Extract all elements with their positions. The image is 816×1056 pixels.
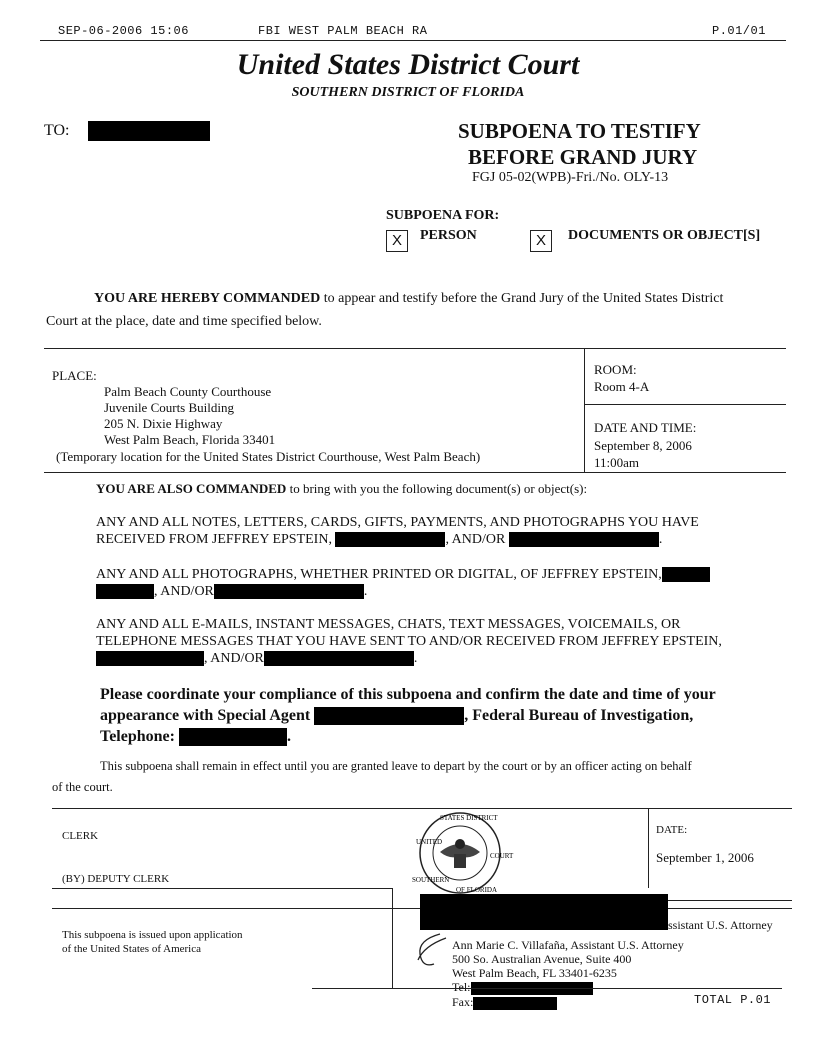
issued-line2: of the United States of America	[62, 943, 201, 955]
seal-text-bottom: OF FLORIDA	[456, 886, 498, 894]
redaction	[509, 532, 659, 547]
item-2	[96, 566, 756, 600]
ausa-fax: Fax:	[452, 995, 684, 1010]
court-district: SOUTHERN DISTRICT OF FLORIDA	[291, 85, 525, 100]
seal-text-top: STATES DISTRICT	[440, 814, 498, 822]
item-3-line1: ANY AND ALL E-MAILS, INSTANT MESSAGES, CHATS, TEXT MESSAGES, VOICEMAILS, OR	[96, 617, 681, 632]
fax-datetime: SEP-06-2006 15:06	[58, 24, 189, 38]
subpoena-for-label: SUBPOENA FOR:	[386, 208, 500, 223]
room-value: Room 4-A	[594, 379, 650, 394]
date-issued: September 1, 2006	[656, 850, 754, 865]
command-line2: Court at the place, date and time specified below.	[46, 314, 322, 329]
place-label: PLACE:	[52, 368, 97, 383]
place-line3: 205 N. Dixie Highway	[104, 416, 223, 431]
place-note: (Temporary location for the United States District Courthouse, West Palm Beach)	[56, 449, 481, 464]
redaction	[214, 584, 364, 599]
coordinate-line1: Please coordinate your compliance of this subpoena and confirm the date and time of your	[100, 686, 716, 703]
coordinate-line2: appearance with Special Agent , Federal Bureau of Investigation,	[100, 707, 694, 724]
to-label: TO:	[44, 122, 70, 139]
date-time-label: DATE AND TIME:	[594, 420, 697, 435]
item-1-line1: ANY AND ALL NOTES, LETTERS, CARDS, GIFTS, PAYMENTS, AND PHOTOGRAPHS YOU HAVE	[96, 515, 699, 530]
item-1	[96, 514, 756, 548]
ausa-divider	[392, 888, 393, 988]
subpoena-title-line2: BEFORE GRAND JURY	[468, 145, 698, 169]
redaction	[96, 651, 204, 666]
date-bottom-rule	[648, 900, 792, 901]
ausa-name: Ann Marie C. Villafaña, Assistant U.S. Attorney	[452, 938, 684, 952]
seal-text-left: UNITED	[416, 838, 443, 846]
time-value: 11:00am	[594, 455, 640, 470]
redaction-signature	[420, 894, 668, 930]
redaction	[335, 532, 445, 547]
deputy-clerk-label: (BY) DEPUTY CLERK	[62, 873, 170, 885]
redaction	[473, 997, 557, 1010]
documents-checkbox[interactable]: X	[530, 230, 552, 252]
room-label: ROOM:	[594, 362, 637, 377]
remain-line1: This subpoena shall remain in effect until you are granted leave to depart by the court or by an officer acting on behalf	[100, 759, 692, 773]
person-checkbox[interactable]: X	[386, 230, 408, 252]
seal-text-right: COURT	[490, 852, 514, 860]
room-date-divider	[584, 404, 786, 405]
item-3	[96, 616, 756, 667]
deputy-rule	[52, 888, 392, 889]
fax-total: TOTAL P.01	[694, 993, 772, 1007]
redaction	[314, 707, 464, 725]
date-value: September 8, 2006	[594, 438, 692, 453]
ausa-address2: West Palm Beach, FL 33401-6235	[452, 966, 617, 980]
court-name: United States District Court	[236, 48, 580, 81]
ausa-tel: Tel:	[452, 980, 684, 995]
place-line2: Juvenile Courts Building	[104, 400, 234, 415]
ausa-partial-title: ssistant U.S. Attorney	[668, 918, 773, 932]
also-commanded	[96, 481, 587, 497]
signature-scribble-icon	[412, 930, 452, 972]
coordinate-line3: Telephone: .	[100, 728, 291, 745]
eagle-shield-icon	[454, 854, 466, 868]
item-3-line3: , AND/OR .	[96, 650, 756, 667]
also-commanded-bold: YOU ARE ALSO COMMANDED	[96, 481, 287, 496]
date-label: DATE:	[656, 824, 688, 836]
fax-header-rule	[40, 40, 786, 41]
subpoena-title-line1: SUBPOENA TO TESTIFY	[458, 119, 701, 143]
redaction	[264, 651, 414, 666]
redaction	[179, 728, 287, 746]
place-address	[104, 384, 275, 448]
ausa-address1: 500 So. Australian Avenue, Suite 400	[452, 952, 632, 966]
redaction-recipient	[88, 121, 210, 141]
place-line1: Palm Beach County Courthouse	[104, 384, 272, 399]
fax-page: P.01/01	[712, 24, 766, 38]
ausa-contact	[452, 938, 684, 1010]
command-line1	[94, 290, 794, 308]
table-bottom-rule	[44, 472, 786, 473]
table-top-rule	[44, 348, 786, 349]
item-1-line2: RECEIVED FROM JEFFREY EPSTEIN, , AND/OR .	[96, 532, 663, 547]
issued-line1: This subpoena is issued upon application	[62, 929, 243, 941]
seal-text-bottom-left: SOUTHERN	[412, 876, 450, 884]
command-text: to appear and testify before the Grand Jury of the United States District	[323, 291, 724, 306]
also-commanded-text: to bring with you the following document(s) or object(s):	[289, 481, 588, 496]
clerk-label: CLERK	[62, 830, 99, 842]
place-line4: West Palm Beach, Florida 33401	[104, 432, 276, 447]
sig-bottom-rule	[312, 988, 782, 989]
person-option-label: PERSON	[420, 228, 477, 243]
item-3-line2: TELEPHONE MESSAGES THAT YOU HAVE SENT TO AND/OR RECEIVED FROM JEFFREY EPSTEIN,	[96, 634, 722, 649]
redaction	[662, 567, 710, 582]
eagle-head-icon	[455, 839, 465, 849]
documents-option-label: DOCUMENTS OR OBJECT[S]	[568, 228, 761, 243]
redaction	[96, 584, 154, 599]
fax-sender: FBI WEST PALM BEACH RA	[258, 24, 428, 38]
command-bold: YOU ARE HEREBY COMMANDED	[94, 291, 321, 306]
court-seal	[410, 806, 514, 896]
table-divider	[584, 348, 585, 472]
coordinate-block	[100, 684, 716, 747]
item-2-line2: , AND/OR .	[96, 583, 756, 600]
date-divider	[648, 808, 649, 888]
item-2-line1: ANY AND ALL PHOTOGRAPHS, WHETHER PRINTED OR DIGITAL, OF JEFFREY EPSTEIN,	[96, 566, 756, 583]
remain-line2: of the court.	[52, 780, 113, 794]
case-number: FGJ 05-02(WPB)-Fri./No. OLY-13	[472, 170, 669, 185]
issued-statement	[62, 928, 243, 956]
